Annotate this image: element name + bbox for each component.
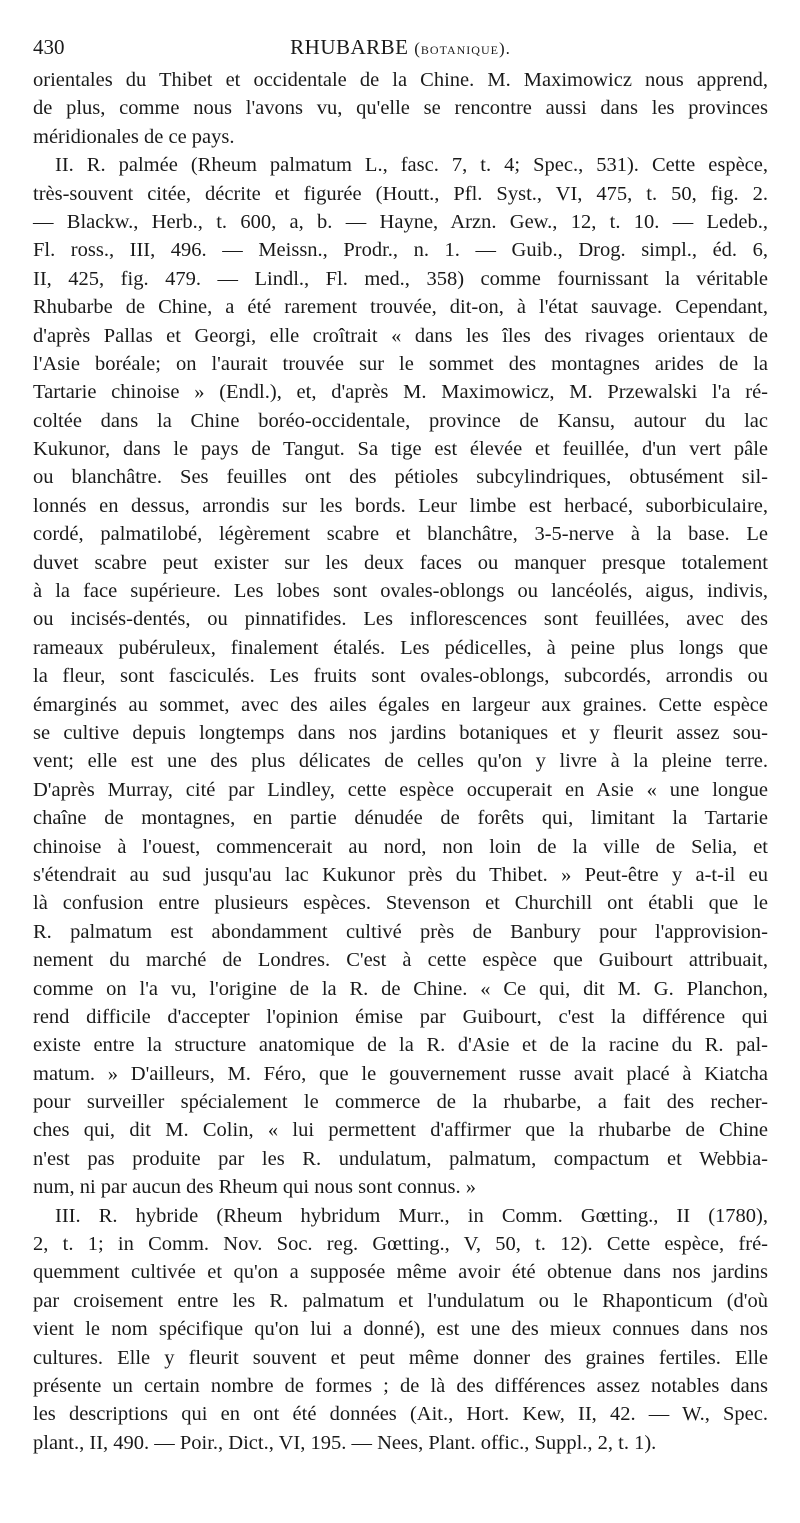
text-line: nement du marché de Londres. C'est à cette espèce que Guibourt attribuait, bbox=[33, 949, 768, 972]
text-line: matum. » D'ailleurs, M. Féro, que le gouvernement russe avait placé à Kiatcha bbox=[33, 1062, 768, 1085]
text-line: là confusion entre plusieurs espèces. Stevenson et Churchill ont établi que le bbox=[33, 892, 768, 915]
text-line: très-souvent citée, décrite et figurée (Houtt., Pfl. Syst., VI, 475, t. 50, fig. 2. bbox=[33, 182, 768, 205]
text-line: ches qui, dit M. Colin, « lui permettent d'affirmer que la rhubarbe de Chine bbox=[33, 1119, 768, 1142]
text-line: lonnés en dessus, arrondis sur les bords. Leur limbe est herbacé, suborbiculaire, bbox=[33, 494, 768, 517]
text-line: émarginés au sommet, avec des ailes égales en largeur aux graines. Cette espèce bbox=[33, 693, 768, 716]
text-line: III. R. hybride (Rheum hybridum Murr., in Comm. Gœtting., II (1780), bbox=[55, 1204, 768, 1227]
text-line: à la face supérieure. Les lobes sont ovales-oblongs ou lancéolés, aigus, indivis, bbox=[33, 580, 768, 603]
text-line: Tartarie chinoise » (Endl.), et, d'après M. Maximowicz, M. Przewalski l'a ré- bbox=[33, 381, 768, 404]
text-line: ou incisés-dentés, ou pinnatifides. Les inflorescences sont feuillées, avec des bbox=[33, 608, 768, 631]
page-number: 430 bbox=[33, 35, 65, 59]
text-line: 2, t. 1; in Comm. Nov. Soc. reg. Gœtting., V, 50, t. 12). Cette espèce, fré- bbox=[33, 1233, 768, 1256]
page-header bbox=[33, 30, 768, 64]
text-line: vient le nom spécifique qu'on lui a donné), est une des mieux connues dans nos bbox=[33, 1318, 768, 1341]
text-line: se cultive depuis longtemps dans nos jardins botaniques et y fleurit assez sou- bbox=[33, 721, 768, 744]
text-line: la fleur, sont fasciculés. Les fruits sont ovales-oblongs, subcordés, arrondis ou bbox=[33, 665, 768, 688]
text-line: méridionales de ce pays. bbox=[33, 125, 235, 148]
text-line: quemment cultivée et qu'on a supposée même avoir été obtenue dans nos jardins bbox=[33, 1261, 768, 1284]
running-title-sub: (botanique). bbox=[414, 39, 511, 58]
text-line: présente un certain nombre de formes ; de là des différences assez notables dans bbox=[33, 1374, 768, 1397]
text-line: Rhubarbe de Chine, a été rarement trouvée, dit-on, à l'état sauvage. Cependant, bbox=[33, 296, 768, 319]
text-line: n'est pas produite par les R. undulatum, palmatum, compactum et Webbia- bbox=[33, 1147, 768, 1170]
text-line: vent; elle est une des plus délicates de celles qu'on y livre à la pleine terre. bbox=[33, 750, 768, 773]
text-line: cultures. Elle y fleurit souvent et peut même donner des graines fertiles. Elle bbox=[33, 1346, 768, 1369]
running-title bbox=[33, 30, 768, 66]
text-line: II, 425, fig. 479. — Lindl., Fl. med., 358) comme fournissant la véritable bbox=[33, 267, 768, 290]
body-text bbox=[33, 66, 768, 1457]
text-line: D'après Murray, cité par Lindley, cette espèce occuperait en Asie « une longue bbox=[33, 778, 768, 801]
text-line: chinoise à l'ouest, commencerait au nord, non loin de la ville de Selia, et bbox=[33, 835, 768, 858]
text-line: de plus, comme nous l'avons vu, qu'elle se rencontre aussi dans les provinces bbox=[33, 97, 768, 120]
text-line: d'après Pallas et Georgi, elle croîtrait « dans les îles des rivages orientaux de bbox=[33, 324, 768, 347]
text-line: par croisement entre les R. palmatum et l'undulatum ou le Rhaponticum (d'où bbox=[33, 1289, 768, 1312]
text-line: existe entre la structure anatomique de la R. d'Asie et de la racine du R. pal- bbox=[33, 1034, 768, 1057]
text-line: R. palmatum est abondamment cultivé près de Banbury pour l'approvision- bbox=[33, 920, 768, 943]
text-line: rameaux pubéruleux, finalement étalés. Les pédicelles, à peine plus longs que bbox=[33, 636, 768, 659]
text-line: l'Asie boréale; on l'aurait trouvée sur le sommet des montagnes arides de la bbox=[33, 352, 768, 375]
text-line: orientales du Thibet et occidentale de la Chine. M. Maximowicz nous apprend, bbox=[33, 69, 768, 91]
text-line: chaîne de montagnes, en partie dénudée de forêts qui, limitant la Tartarie bbox=[33, 807, 768, 830]
text-line: comme on l'a vu, l'origine de la R. de Chine. « Ce qui, dit M. G. Planchon, bbox=[33, 977, 768, 1000]
text-line: Fl. ross., III, 496. — Meissn., Prodr., n. 1. — Guib., Drog. simpl., éd. 6, bbox=[33, 239, 768, 262]
text-line: rend difficile d'accepter l'opinion émise par Guibourt, c'est la différence qui bbox=[33, 1005, 768, 1028]
text-line: plant., II, 490. — Poir., Dict., VI, 195. — Nees, Plant. offic., Suppl., 2, t. 1). bbox=[33, 1431, 657, 1454]
text-line: les descriptions qui en ont été données (Ait., Hort. Kew, II, 42. — W., Spec. bbox=[33, 1403, 768, 1426]
text-line: duvet scabre peut exister sur les deux faces ou manquer presque totalement bbox=[33, 551, 768, 574]
text-line: II. R. palmée (Rheum palmatum L., fasc. 7, t. 4; Spec., 531). Cette espèce, bbox=[55, 154, 768, 177]
text-line: pour surveiller spécialement le commerce de la rhubarbe, a fait des recher- bbox=[33, 1091, 768, 1114]
text-line: — Blackw., Herb., t. 600, a, b. — Hayne, Arzn. Gew., 12, t. 10. — Ledeb., bbox=[33, 210, 768, 233]
running-title-main: RHUBARBE bbox=[290, 35, 409, 59]
text-line: ou blanchâtre. Ses feuilles ont des pétioles subcylindriques, obtusément sil- bbox=[33, 466, 768, 489]
text-line: Kukunor, dans le pays de Tangut. Sa tige est élevée et feuillée, d'un vert pâle bbox=[33, 438, 768, 461]
text-line: cordé, palmatilobé, légèrement scabre et blanchâtre, 3-5-nerve à la base. Le bbox=[33, 523, 768, 546]
text-line: num, ni par aucun des Rheum qui nous sont connus. » bbox=[33, 1176, 476, 1199]
text-line: s'étendrait au sud jusqu'au lac Kukunor près du Thibet. » Peut-être y a-t-il eu bbox=[33, 863, 768, 886]
text-line: coltée dans la Chine boréo-occidentale, province de Kansu, autour du lac bbox=[33, 409, 768, 432]
